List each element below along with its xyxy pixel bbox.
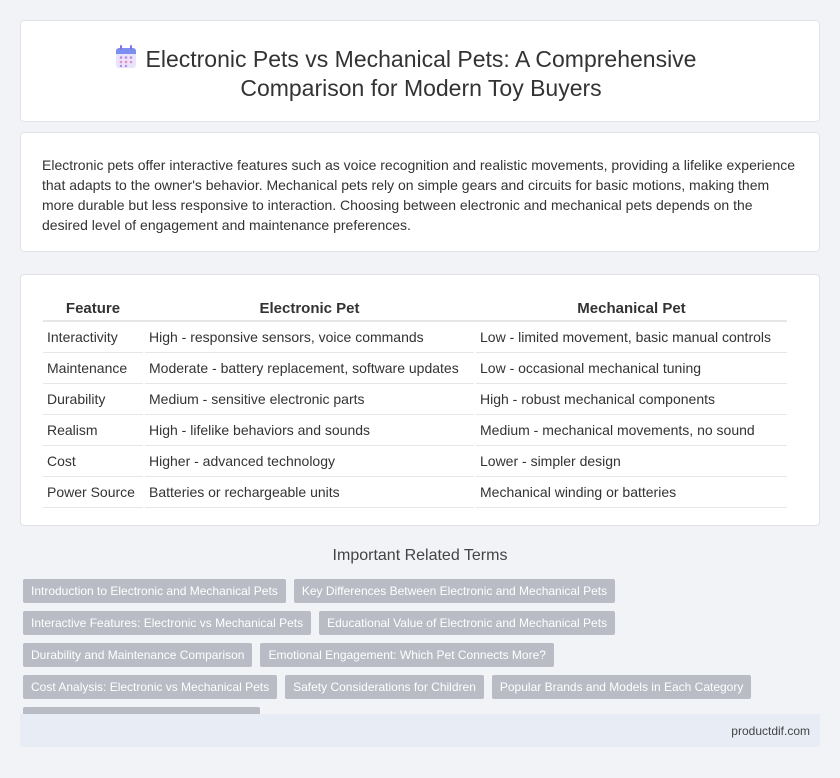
footer xyxy=(20,714,820,747)
table-cell-feature: Realism xyxy=(43,414,144,445)
related-term-tag[interactable]: Durability and Maintenance Comparison xyxy=(23,643,252,667)
table-row xyxy=(43,321,787,352)
table-cell-electronic: Higher - advanced technology xyxy=(144,445,475,476)
table-row xyxy=(43,414,787,445)
table-cell-mechanical: Low - limited movement, basic manual controls xyxy=(475,321,787,352)
related-term-tag[interactable]: Cost Analysis: Electronic vs Mechanical Pets xyxy=(23,675,277,699)
table-cell-mechanical: Mechanical winding or batteries xyxy=(475,476,787,507)
table-cell-feature: Power Source xyxy=(43,476,144,507)
related-term-tag[interactable]: Safety Considerations for Children xyxy=(285,675,484,699)
table-cell-mechanical: Lower - simpler design xyxy=(475,445,787,476)
column-header-electronic: Electronic Pet xyxy=(144,295,475,321)
table-cell-electronic: Medium - sensitive electronic parts xyxy=(144,383,475,414)
related-terms-heading: Important Related Terms xyxy=(332,547,508,564)
table-cell-feature: Durability xyxy=(43,383,144,414)
comparison-table-card xyxy=(20,274,820,526)
column-header-feature: Feature xyxy=(43,295,144,321)
header-card xyxy=(20,20,820,122)
table-header-row xyxy=(43,295,787,321)
table-row xyxy=(43,476,787,507)
table-cell-feature: Interactivity xyxy=(43,321,144,352)
related-term-tag[interactable]: Introduction to Electronic and Mechanical Pets xyxy=(23,579,286,603)
related-term-tag[interactable]: Interactive Features: Electronic vs Mechanical Pets xyxy=(23,611,311,635)
column-header-mechanical: Mechanical Pet xyxy=(475,295,787,321)
intro-card xyxy=(20,132,820,252)
table-cell-electronic: Moderate - battery replacement, software updates xyxy=(144,352,475,383)
table-cell-electronic: Batteries or rechargeable units xyxy=(144,476,475,507)
page-title: Electronic Pets vs Mechanical Pets: A Comprehensive Comparison for Modern Toy Buyers xyxy=(145,46,697,101)
footer-site-name[interactable]: productdif.com xyxy=(731,724,810,738)
table-cell-mechanical: High - robust mechanical components xyxy=(475,383,787,414)
table-cell-mechanical: Low - occasional mechanical tuning xyxy=(475,352,787,383)
table-row xyxy=(43,445,787,476)
comparison-table xyxy=(43,295,787,508)
table-row xyxy=(43,383,787,414)
related-term-tag[interactable]: Emotional Engagement: Which Pet Connects More? xyxy=(260,643,553,667)
table-cell-mechanical: Medium - mechanical movements, no sound xyxy=(475,414,787,445)
table-cell-electronic: High - lifelike behaviors and sounds xyxy=(144,414,475,445)
related-term-tag[interactable]: Key Differences Between Electronic and Mechanical Pets xyxy=(294,579,615,603)
table-cell-feature: Maintenance xyxy=(43,352,144,383)
intro-paragraph: Electronic pets offer interactive features such as voice recognition and realistic movements, providing a lifelike experience that adapts to the owner's behavior. Mechanical pets rely on simple gears and circuits for basic motions, making them more durable but less responsive to interaction. Choosing between electronic and mechanical pets depends on the desired level of engagement and maintenance preferences. xyxy=(42,157,796,233)
table-row xyxy=(43,352,787,383)
related-term-tag[interactable]: Educational Value of Electronic and Mechanical Pets xyxy=(319,611,615,635)
table-cell-electronic: High - responsive sensors, voice commands xyxy=(144,321,475,352)
related-term-tag[interactable]: Popular Brands and Models in Each Category xyxy=(492,675,751,699)
table-cell-feature: Cost xyxy=(43,445,144,476)
